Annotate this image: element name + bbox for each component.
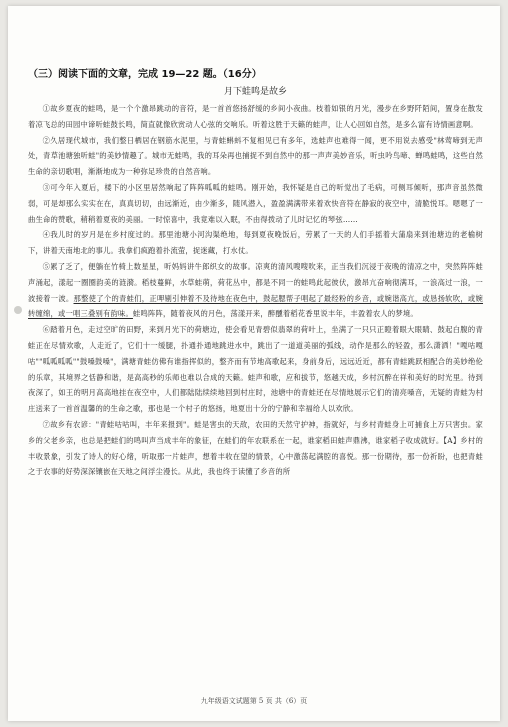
page-footer: 九年级语文试题第 5 页 共（6）页 [200,697,308,705]
article-title: 月下蛙鸣是故乡 [223,87,287,97]
underlined-sentence: 那整使了个的青蛙们，正呷剔引伸着不及待地在夜色中，鼓起腮帮子唱起了最经粉的乡音，或婉谐高亢，或恳扬软吹，或婉转缠绵，或一唱三叠别有韵味。 [28,293,484,319]
paragraph-2: ②久居现代城市，我们整日栖居在钢筋水泥里，与青蛙蝌蚪不复相见已有多年，选蛙声也难得一闻，更不用说去感受"林莺啼到无声处，青草池塘独听蛙"的美妙情趣了。城市无蛙鸣，我的耳朵再也捕捉不到自然中的那一声声美妙音乐，听虫吟鸟啼、蝉鸣蛙鸣，这些自然生命的亲切歌唱，渐渐地成为一种弥足珍贵的自然音响。 [28,135,483,177]
binding-hole [14,306,22,314]
reading-section [28,68,483,480]
paragraph-1: ①故乡夏夜的蛙鸣，是一个个激昂跳动的音符，是一首首悠扬舒缓的乡间小夜曲。枝着如银的月光，漫步在乡野阡陌间，置身在散发着凉飞总的田园中谛听蛙鼓长鸣，简直就像欣赏动人心弦的交响乐。听着这胜于天籁的蛙声，让人心回如自然，是多么富有诗情画意啊。 [28,104,483,129]
exam-page [8,6,500,721]
paragraph-5 [28,259,483,322]
paragraph-5-tail: 蛙鸣阵阵，随着夜风的月色，荡漾开来，醉醺着稻花香里说丰年，丰盈着农人的梦境。 [132,309,418,319]
paragraph-4: ④我儿时的岁月是在乡村度过的。那里池塘小河沟渠绝地，每到夏夜晚饭后，劳累了一天的人们手摇着大蒲扇来到池塘边的老榆树下，讲着天南地北的事儿。我拿们疯跑着扑流萤，捉迷藏，打水仗。 [28,230,483,256]
paragraph-3: ③可今年入夏后，楼下的小区里居然响起了阵阵呱呱的蛙鸣。刚开始，我怀疑是自己的听觉出了毛病，可侧耳倾听，那声音虽然微弱，可是却那么实实在在，真真切切，由远渐近，由少渐多，随风潜入，盈盈满满带来着欢快音符在静寂的夜空中，清脆悦耳。嗯嗯了一曲生命的赞歌，稍稍着夏夜的美丽。一时惊喜中，我竟难以入眠，不由得拨动了儿时记忆的琴弦…… [28,182,483,224]
paragraph-6: ⑥踏着月色，走过空旷的田野，来到月光下的荷塘边，使会看见青碧似翡翠的荷叶上，坐满了一只只正瞪着眼大眼睛、鼓起白腹的青蛙正在尽情欢歌，人走近了，它们十一缓腿，扑通扑通地跳进水中，跳出了一道道美丽的弧线，动作是那么的轻盈，那么潇洒！"嘎咕嘎咕""呱呱呱呱""鼓嗓鼓嗓"，满塘青蛙仿佛有谁指挥似的，整齐而有节地高歌起来，身前身后，远远近近，都有青蛙跳跃相配合的美妙绝伦的乐章，其境界之恬静和谐，是高高秒的乐师也难以合成的天籁。蛙声和歌，应和拔节，悠越天成，乡村沉醉在祥和美好的时光里。待到夜深了，如王的明月高高地挂在夜空中，人们都陆陆续续地回到村庄时，池塘中的青蛙还在尽情地展示它们的清亮嗓音，无疑的青蛙为村庄送来了一首首温馨的的生命之歌，那也是一个村子的悠扬，地夏出十分的宁静和幸福给人以欢欣。 [28,325,483,414]
paragraph-5-text: ⑤累了乏了，便躺在竹椅上数星星，听妈妈讲牛郎织女的故事。凉爽的清风嗖嗖吹来，正当我们沉浸于夜晚的清凉之中，突然阵阵蛙声涌起，漾起一圈圈韵美的涟漪。稻枝蔓鲜，水草蛙萌，荷花丛中，都是不同一的蛙鸣此起彼伏，激昂亢奋响彻满耳，一浪高过一浪，一波接着一波。 [28,261,483,303]
section-title: （三）阅读下面的文章，完成 19—22 题。（16分） [28,69,262,80]
paragraph-7: ⑦故乡有农谚："青蛙咕咕叫，丰年来报到"。蛙是害虫的天敌，农田的天然守护神，指就好，与乡村青蛙身上可捕食上万只害虫。家乡的父老乡亲，也总是把蛙们的鸣叫声当成丰年的象征，在蛙们的年农联系在一起，谁家稻田蛙声鼎沸，谁家稻子收成就好。【A】乡村的丰收景象，引发了诗人的好心绪，听取那一片蛙声，想着丰收在望的情景，心中激荡起满腔的喜悦。那一份期待，那一份祈盼，也把青蛙之于农事的好势深深镶嵌在天地之间浮尘漫长。从此，我也终于读懂了乡音的所 [28,419,483,477]
